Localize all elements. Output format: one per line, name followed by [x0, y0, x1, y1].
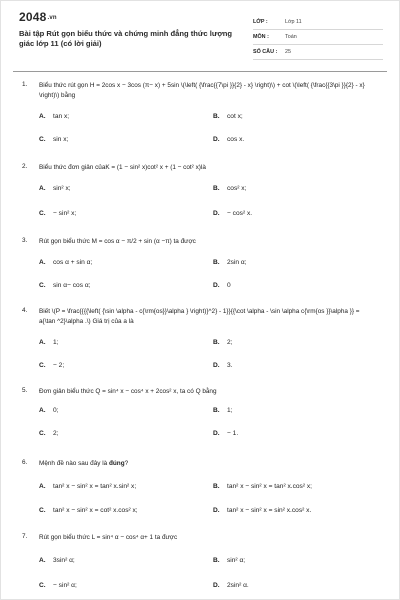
option-d[interactable] [213, 136, 244, 143]
option-letter: C. [39, 210, 46, 217]
option-b[interactable] [213, 339, 233, 346]
option-letter: B. [213, 407, 220, 414]
option-text: cos α + sin α; [53, 259, 93, 266]
option-text: 3sin² α; [53, 557, 75, 564]
question-number: 2. [22, 163, 28, 170]
option-a[interactable] [39, 557, 75, 564]
option-letter: A. [39, 259, 46, 266]
option-text: − sin² x; [53, 210, 77, 217]
option-b[interactable] [213, 483, 312, 490]
option-letter: D. [213, 282, 220, 289]
option-letter: A. [39, 483, 46, 490]
option-text: sin² α; [227, 557, 246, 564]
option-letter: B. [213, 483, 220, 490]
option-letter: D. [213, 210, 220, 217]
worksheet-header [1, 1, 399, 65]
option-a[interactable] [39, 185, 71, 192]
option-letter: A. [39, 339, 46, 346]
option-letter: A. [39, 185, 46, 192]
meta-value: 25 [285, 49, 291, 55]
option-letter: C. [39, 582, 46, 589]
question-text: Rút gọn biểu thức L = sin⁴ α − cos⁴ α+ 1 ta được [39, 534, 178, 541]
option-text: tan² x − sin² x = tan² x.sin² x; [53, 483, 137, 490]
logo-text: 2048 [19, 10, 47, 24]
option-letter: B. [213, 557, 220, 564]
question-text: Biểu thức rút gọn H = 2cos x − 3cos (π− x) + 5sin \(\left( {\frac{{7\pi }}{2} - x} \right)\) + cot \(\left( {\frac{{3\pi }}{2} - x} \right)\) bằng [39, 82, 365, 99]
question-text-lead: Mệnh đề nào sau đây là [39, 460, 109, 467]
meta-value: Toán [285, 34, 297, 40]
option-text: cot x; [227, 113, 243, 120]
option-text: 2; [227, 339, 233, 346]
option-a[interactable] [39, 483, 136, 490]
option-text: 1; [53, 339, 59, 346]
meta-label: MÔN : [253, 34, 269, 40]
option-letter: C. [39, 430, 46, 437]
option-b[interactable] [213, 113, 243, 120]
option-letter: D. [213, 136, 220, 143]
option-text: 2sin α; [227, 259, 247, 266]
option-text: sin² x; [53, 185, 71, 192]
option-d[interactable] [213, 430, 238, 437]
meta-row-count [253, 45, 383, 60]
meta-row-grade [253, 15, 383, 30]
meta-label: LỚP : [253, 19, 268, 25]
option-text: tan² x − sin² x = tan² x.cos² x; [227, 483, 313, 490]
question-text [39, 459, 374, 469]
option-letter: C. [39, 362, 46, 369]
question-number: 4. [22, 307, 28, 314]
option-text: 0; [53, 407, 59, 414]
option-text: 0 [227, 282, 231, 289]
question-number: 1. [22, 81, 28, 88]
option-text: tan² x − sin² x = cot² x.cos² x; [53, 507, 138, 514]
option-letter: D. [213, 582, 220, 589]
option-text: 1; [227, 407, 233, 414]
option-letter: D. [213, 362, 220, 369]
option-text: 2sin² α. [227, 582, 249, 589]
option-b[interactable] [213, 407, 233, 414]
option-letter: B. [213, 113, 220, 120]
option-text: − 2; [53, 362, 65, 369]
question-text: Đơn giản biểu thức Q = sin⁴ x − cos⁴ x + 2cos² x, ta có Q bằng [39, 388, 217, 395]
option-text: 3. [227, 362, 233, 369]
option-c[interactable] [39, 362, 64, 369]
question-text: Biết \(P = \frac{{{{\left( {\sin \alpha - c{\rm{os}}\alpha } \right)}^2} - 1}}{{\cot \alpha - \sin \alpha c{\rm{os }}\alpha }} = a{\tan ^2}\alpha .\) Giá trị của a là [39, 308, 360, 325]
option-a[interactable] [39, 339, 59, 346]
logo-suffix: .vn [47, 14, 57, 21]
option-c[interactable] [39, 430, 59, 437]
option-c[interactable] [39, 136, 68, 143]
option-text: − cos² x. [227, 210, 253, 217]
question-text: Biểu thức đơn giản củaK = (1 − sin² x)cot² x + (1 − cot² x)là [39, 164, 206, 171]
option-d[interactable] [213, 362, 233, 369]
option-c[interactable] [39, 507, 138, 514]
option-c[interactable] [39, 282, 91, 289]
header-divider [13, 71, 387, 72]
question-emphasis: đúng [109, 460, 125, 467]
option-a[interactable] [39, 407, 59, 414]
option-d[interactable] [213, 507, 311, 514]
question-number: 7. [22, 533, 28, 540]
option-text: sin x; [53, 136, 69, 143]
option-text: cos x. [227, 136, 245, 143]
option-letter: A. [39, 407, 46, 414]
option-a[interactable] [39, 259, 92, 266]
question-text: Rút gọn biểu thức M = cos α − π/2 + sin (α −π) ta được [39, 238, 196, 245]
option-letter: B. [213, 185, 220, 192]
option-letter: B. [213, 259, 220, 266]
meta-row-subject [253, 30, 383, 45]
option-text: sin α− cos α; [53, 282, 91, 289]
option-text: tan x; [53, 113, 70, 120]
option-text: tan² x − sin² x = sin² x.cos² x. [227, 507, 312, 514]
worksheet-title: Bài tập Rút gọn biểu thức và chứng minh đẳng thức lượng giác lớp 11 (có lời giải) [19, 29, 233, 48]
option-text: − 1. [227, 430, 239, 437]
option-letter: C. [39, 282, 46, 289]
meta-label: SỐ CÂU : [253, 49, 278, 55]
option-c[interactable] [39, 582, 77, 589]
option-text: 2; [53, 430, 59, 437]
option-b[interactable] [213, 259, 247, 266]
option-letter: D. [213, 507, 220, 514]
option-c[interactable] [39, 210, 76, 217]
option-d[interactable] [213, 282, 231, 289]
option-letter: C. [39, 136, 46, 143]
site-logo[interactable] [19, 10, 57, 24]
option-text: cos² x; [227, 185, 247, 192]
option-d[interactable] [213, 582, 249, 589]
question-number: 5. [22, 387, 28, 394]
option-d[interactable] [213, 210, 252, 217]
option-letter: C. [39, 507, 46, 514]
option-letter: A. [39, 113, 46, 120]
option-text: − sin² α; [53, 582, 77, 589]
question-text-end: ? [124, 460, 129, 467]
option-letter: A. [39, 557, 46, 564]
option-b[interactable] [213, 557, 245, 564]
option-b[interactable] [213, 185, 246, 192]
option-letter: B. [213, 339, 220, 346]
option-a[interactable] [39, 113, 69, 120]
question-number: 3. [22, 237, 28, 244]
meta-value: Lớp 11 [285, 19, 302, 25]
meta-table [253, 15, 383, 60]
question-number: 6. [22, 459, 28, 466]
option-letter: D. [213, 430, 220, 437]
